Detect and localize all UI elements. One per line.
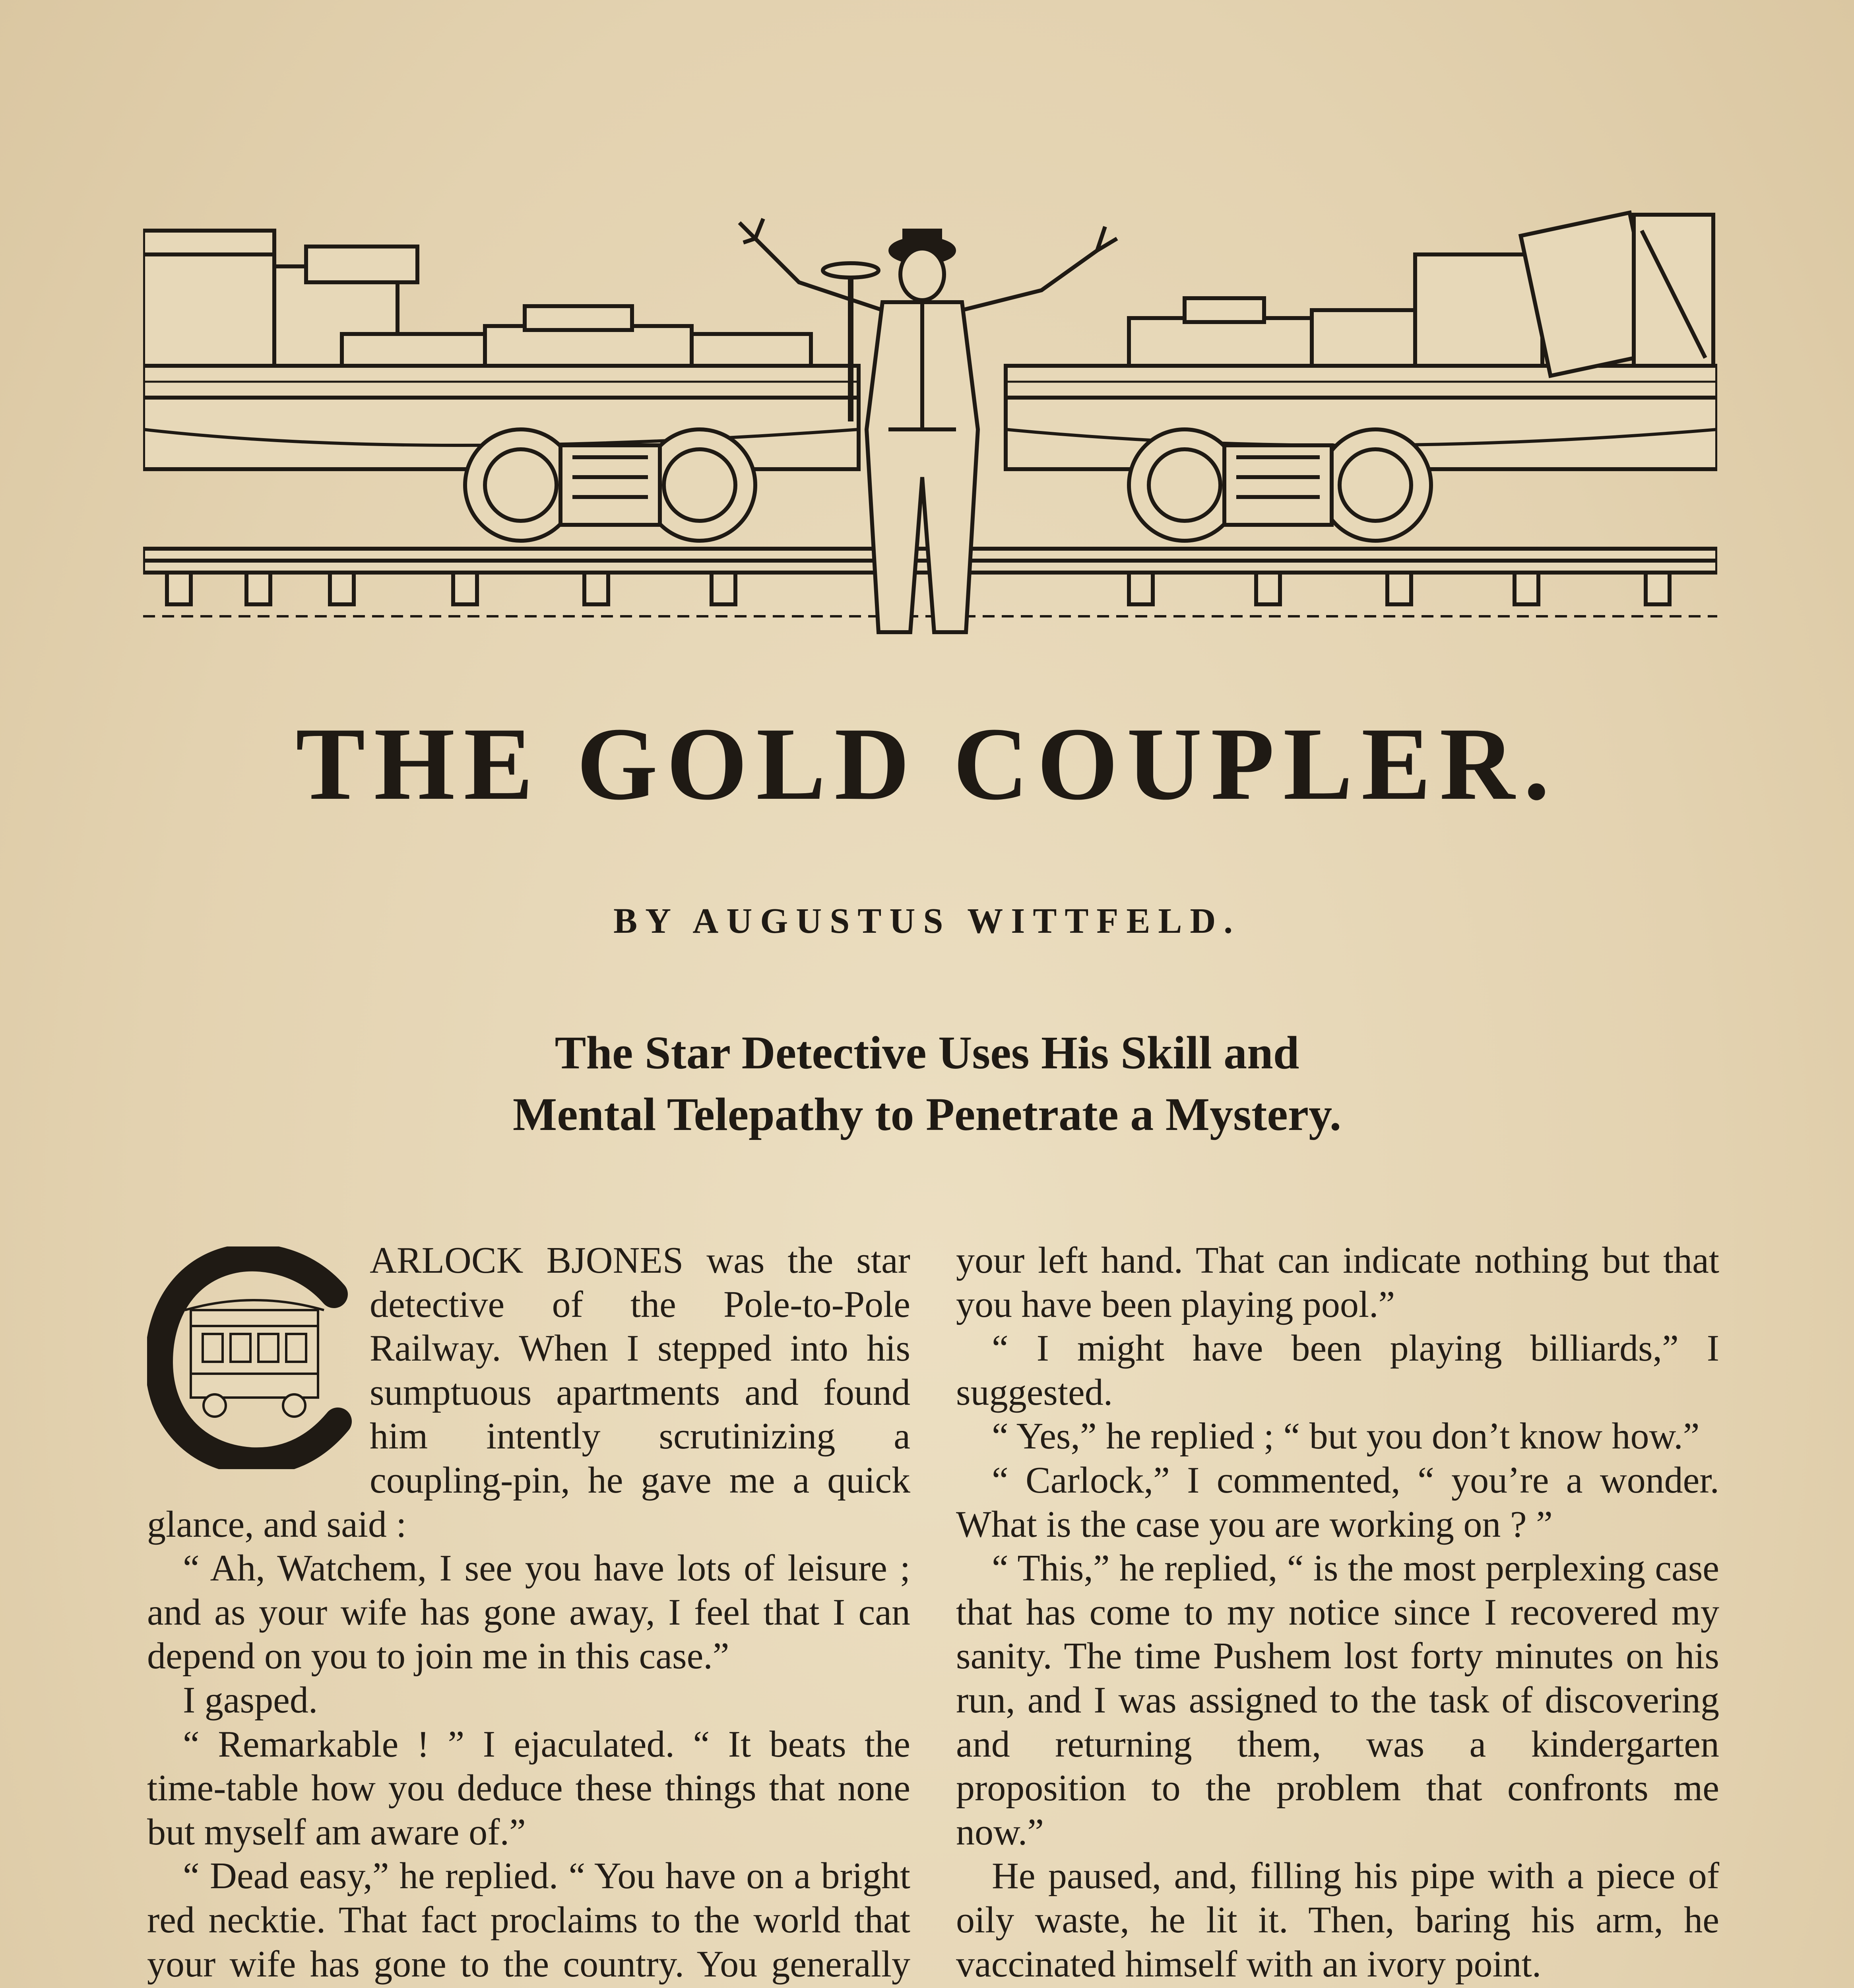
paragraph: “ I might have been playing billiards,” I suggested.: [956, 1328, 1719, 1413]
subtitle-line: Mental Telepathy to Penetrate a Mystery.: [512, 1088, 1342, 1140]
paragraph: “ Dead easy,” he replied. “ You have on a bright red necktie. That fact proclaims to the world that your wife has gone to the country. You generally: [147, 1855, 910, 1985]
text-column-right: [956, 1239, 1719, 1988]
article-title: THE GOLD COUPLER.: [295, 706, 1559, 821]
paragraph: “ Yes,” he replied ; “ but you don’t know how.”: [992, 1415, 1700, 1457]
paragraph: your left hand. That can indicate nothing but that you have been playing pool.”: [956, 1240, 1719, 1325]
paragraph: “ This,” he replied, “ is the most perplexing case that has come to my notice since I recovered my sanity. The time Pushem lost forty minutes on his run, and I was assigned to the task of discovering and returning them, was a kindergarten proposition to the problem that confronts me now.”: [956, 1547, 1719, 1853]
header-illustration: [143, 207, 1717, 644]
paragraph: “ Ah, Watchem, I see you have lots of leisure ; and as your wife has gone away, I feel that I can depend on you to join me in this case.”: [147, 1547, 910, 1677]
paragraph: I gasped.: [183, 1679, 318, 1721]
article-byline: BY AUGUSTUS WITTFELD.: [613, 901, 1241, 941]
drop-cap-illustration: [147, 1246, 354, 1469]
paragraph: “ Remarkable ! ” I ejaculated. “ It beats the time-table how you deduce these things that none but myself am aware of.”: [147, 1723, 910, 1853]
text-column-left: [147, 1239, 910, 1988]
paragraph: He paused, and, filling his pipe with a piece of oily waste, he lit it. Then, baring his arm, he vaccinated himself with an ivory point.: [956, 1855, 1719, 1985]
paragraph: “ Carlock,” I commented, “ you’re a wonder. What is the case you are working on ? ”: [956, 1459, 1719, 1545]
article-subtitle: [0, 1022, 1854, 1145]
subtitle-line: The Star Detective Uses His Skill and: [555, 1027, 1299, 1079]
paragraph: ARLOCK BJONES was the star detective of the Pole-to-Pole Railway. When I stepped into his sumptuous apartments and found him intently scrutinizing a coupling-pin, he gave me a quick glance, and said :: [147, 1240, 910, 1545]
paragraph: [956, 1986, 1719, 1988]
